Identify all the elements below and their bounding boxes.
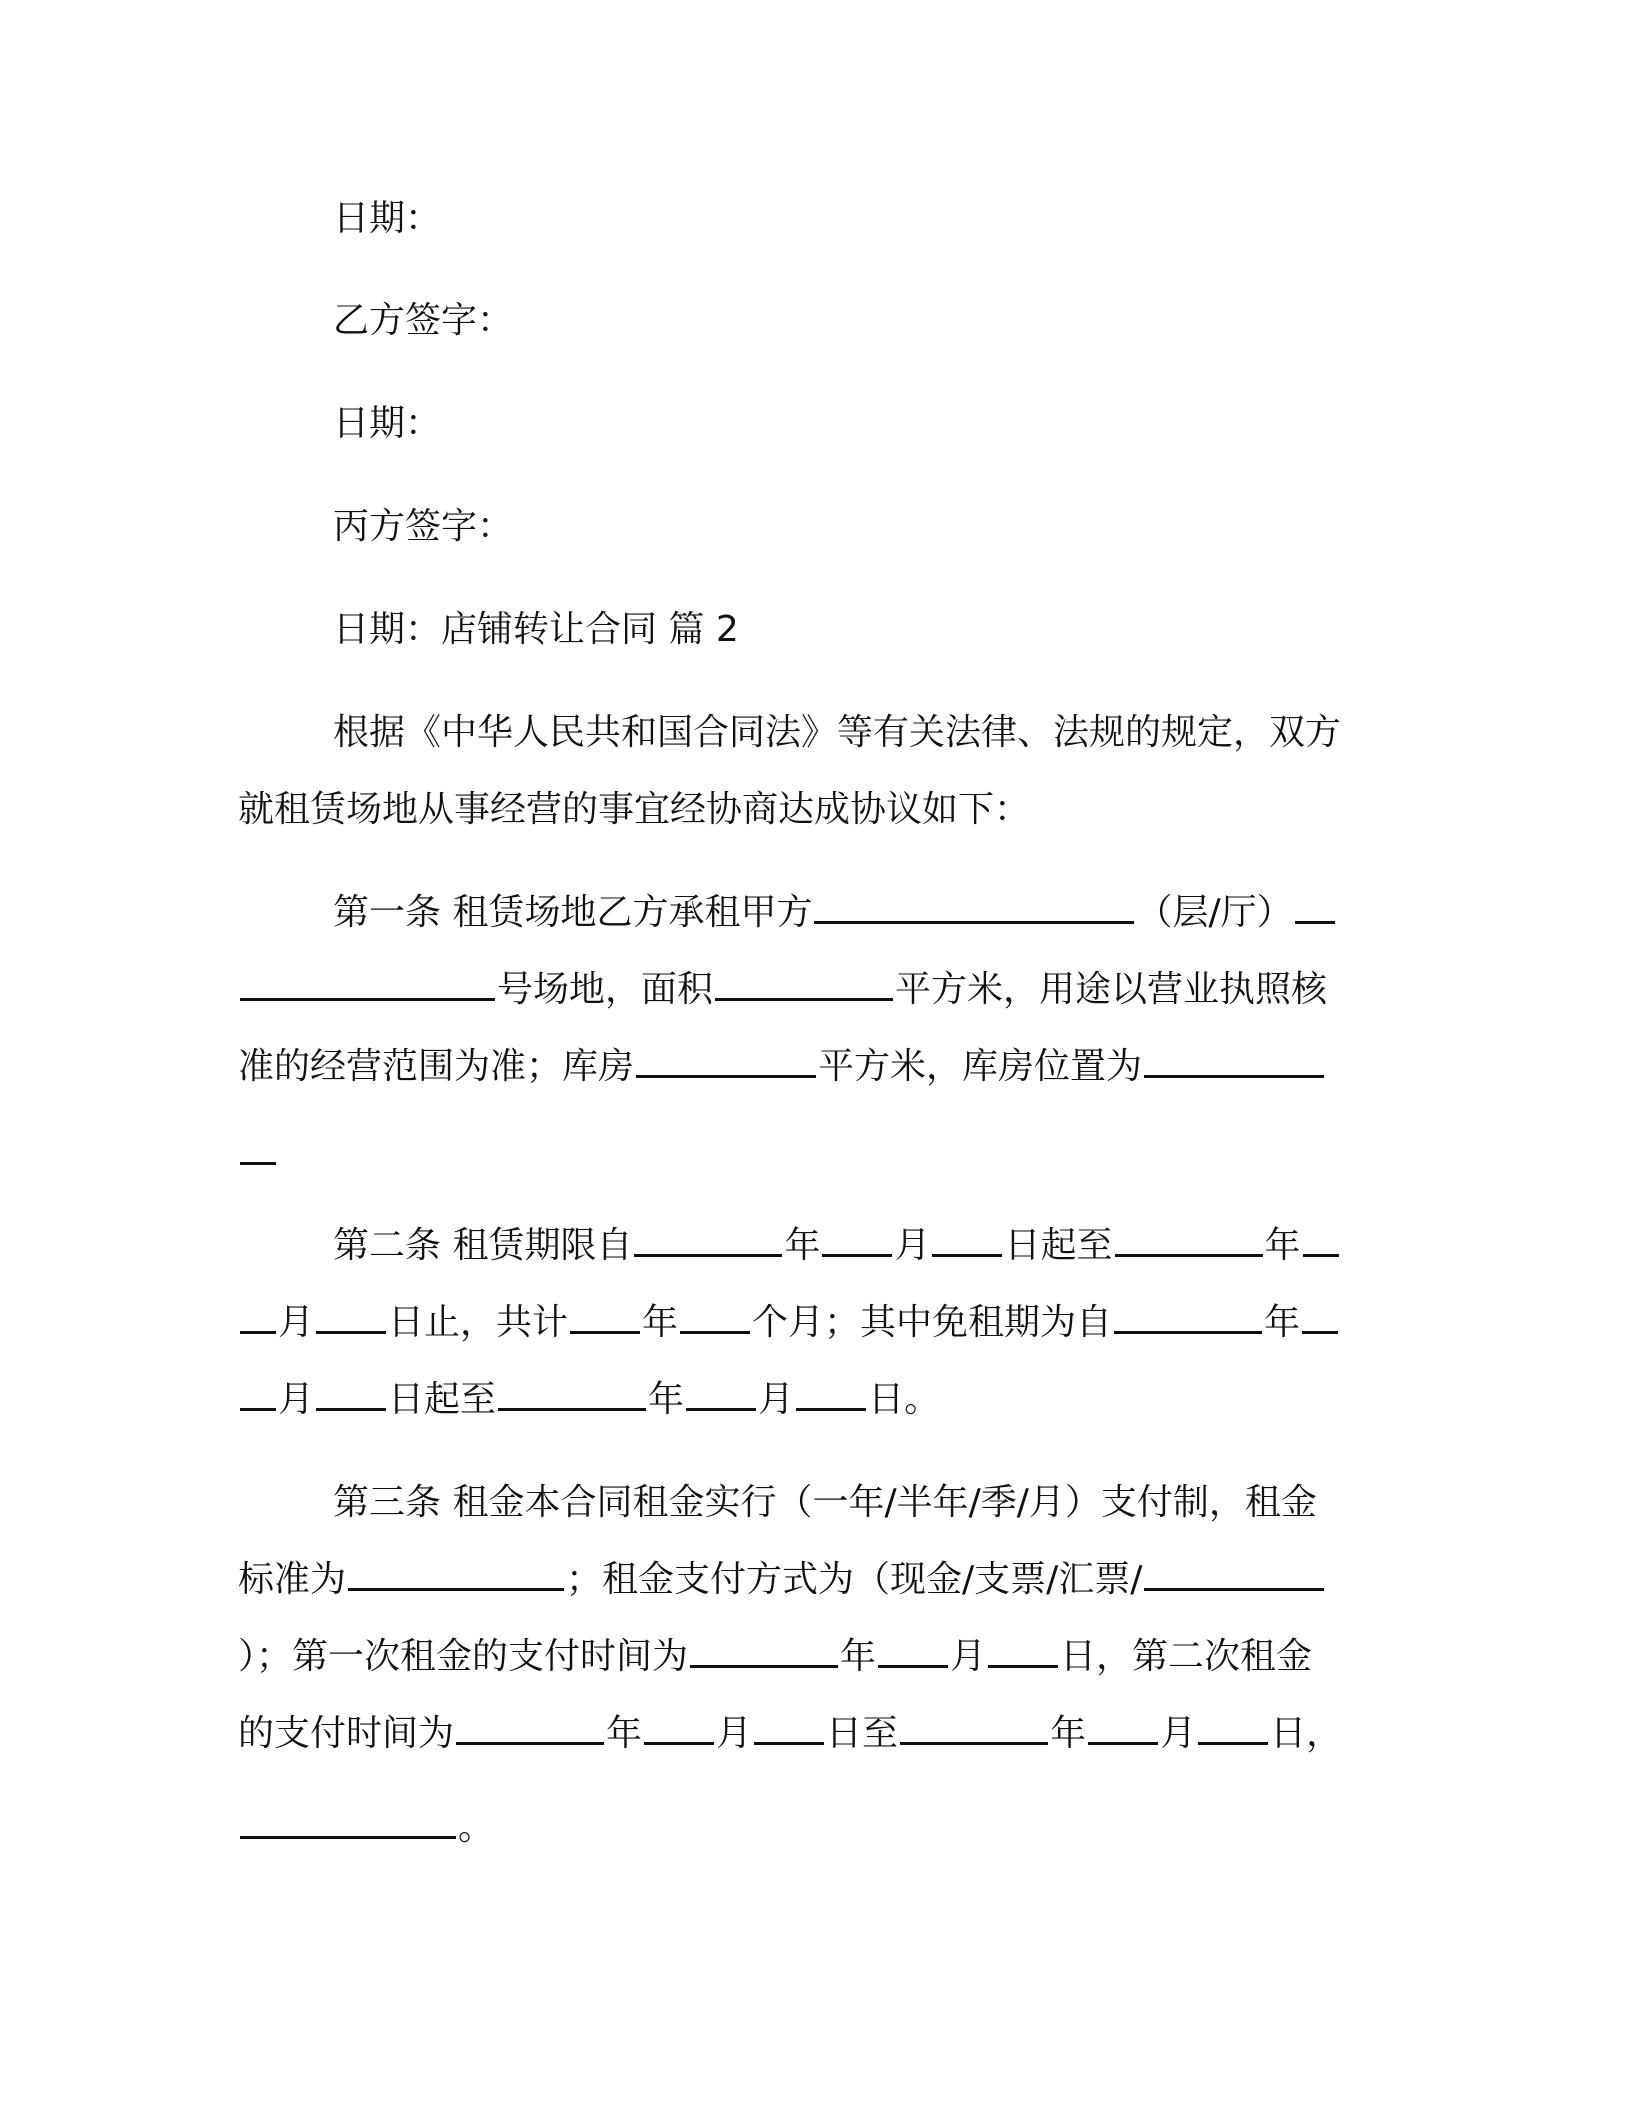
blank-field[interactable] (240, 1378, 276, 1411)
article1-line-1 (333, 891, 1337, 935)
blank-field[interactable] (1302, 1301, 1338, 1334)
blank-field[interactable] (878, 1635, 948, 1668)
article3-text: ）；第一次租金的支付时间为 (238, 1636, 689, 1677)
article2-line-1 (333, 1224, 1341, 1268)
blank-field[interactable] (690, 1635, 838, 1668)
article1-text: 号场地，面积 (497, 969, 714, 1010)
blank-field[interactable] (316, 1301, 386, 1334)
article2-text: 月 (278, 1302, 315, 1343)
blank-field[interactable] (796, 1378, 866, 1411)
article3-text: 日， (1270, 1713, 1343, 1754)
blank-field[interactable] (1115, 1224, 1263, 1257)
article2-text: 第二条 租赁期限自 (333, 1225, 633, 1266)
article3-text: 日，第二次租金 (1060, 1636, 1313, 1677)
date-label-2: 日期： (333, 403, 442, 444)
article3-text: 年 (840, 1636, 877, 1677)
blank-field[interactable] (240, 1806, 456, 1839)
article1-line-4 (238, 1132, 278, 1176)
article3-text: 月 (950, 1636, 987, 1677)
blank-field[interactable] (1088, 1712, 1158, 1745)
article1-text: 平方米，库房位置为 (818, 1046, 1143, 1087)
article2-text: 月 (894, 1225, 931, 1266)
blank-field[interactable] (822, 1224, 892, 1257)
article2-text: 日起至 (388, 1379, 497, 1420)
article2-text: 月 (758, 1379, 795, 1420)
article1-text: 第一条 租赁场地乙方承租甲方 (333, 892, 813, 933)
article2-text: 年 (1264, 1302, 1301, 1343)
article3-text: 年 (606, 1713, 643, 1754)
article3-text: 月 (1160, 1713, 1197, 1754)
article3-text: 标准为 (238, 1559, 347, 1600)
blank-field[interactable] (1114, 1301, 1262, 1334)
blank-field[interactable] (316, 1378, 386, 1411)
article2-text: 日起至 (1004, 1225, 1113, 1266)
blank-field[interactable] (1144, 1045, 1324, 1078)
blank-field[interactable] (498, 1378, 646, 1411)
intro-line-1: 根据《中华人民共和国合同法》等有关法律、法规的规定，双方 (333, 712, 1342, 753)
blank-field[interactable] (1295, 891, 1335, 924)
article3-text: 的支付时间为 (238, 1713, 455, 1754)
article2-text: 个月；其中免租期为自 (752, 1302, 1113, 1343)
blank-field[interactable] (348, 1558, 564, 1591)
blank-field[interactable] (240, 1301, 276, 1334)
article2-line-3 (238, 1378, 940, 1422)
blank-field[interactable] (456, 1712, 604, 1745)
article1-text: 平方米，用途以营业执照核 (895, 969, 1328, 1010)
article3-text: 日至 (826, 1713, 899, 1754)
article3-text: ；租金支付方式为（现金/支票/汇票/ (566, 1559, 1143, 1600)
article3-line-3 (238, 1635, 1312, 1679)
blank-field[interactable] (1144, 1558, 1324, 1591)
article1-text: （层/厅） (1136, 892, 1293, 933)
article3-line-1: 第三条 租金本合同租金实行（一年/半年/季/月）支付制，租金 (333, 1482, 1317, 1523)
article2-text: 年 (1264, 1225, 1301, 1266)
article2-text: 月 (278, 1379, 315, 1420)
article2-text: 日。 (868, 1379, 941, 1420)
blank-field[interactable] (644, 1712, 714, 1745)
blank-field[interactable] (900, 1712, 1048, 1745)
blank-field[interactable] (988, 1635, 1058, 1668)
article3-line-4 (238, 1712, 1342, 1756)
article3-text: 年 (1050, 1713, 1087, 1754)
blank-field[interactable] (686, 1378, 756, 1411)
blank-field[interactable] (634, 1224, 782, 1257)
blank-field[interactable] (932, 1224, 1002, 1257)
blank-field[interactable] (570, 1301, 640, 1334)
article1-line-3 (238, 1045, 1326, 1089)
party-c-signature-label: 丙方签字： (333, 506, 514, 547)
article2-text: 日止，共计 (388, 1302, 569, 1343)
blank-field[interactable] (814, 891, 1134, 924)
article3-text: 。 (458, 1807, 495, 1848)
date-and-section-title: 日期：店铺转让合同 篇 2 (333, 609, 739, 650)
article2-text: 年 (784, 1225, 821, 1266)
blank-field[interactable] (715, 968, 893, 1001)
article1-text: 准的经营范围为准；库房 (238, 1046, 635, 1087)
article1-line-2 (238, 968, 1327, 1012)
blank-field[interactable] (680, 1301, 750, 1334)
article3-line-5 (238, 1806, 494, 1850)
article3-line-2 (238, 1558, 1326, 1602)
blank-field[interactable] (1303, 1224, 1339, 1257)
article3-text: 月 (716, 1713, 753, 1754)
blank-field[interactable] (240, 968, 495, 1001)
article2-text: 年 (648, 1379, 685, 1420)
blank-field[interactable] (240, 1132, 276, 1165)
intro-line-2: 就租赁场地从事经营的事宜经协商达成协议如下： (238, 789, 1031, 830)
party-b-signature-label: 乙方签字： (333, 300, 514, 341)
blank-field[interactable] (1198, 1712, 1268, 1745)
article2-text: 年 (642, 1302, 679, 1343)
blank-field[interactable] (754, 1712, 824, 1745)
article2-line-2 (238, 1301, 1340, 1345)
blank-field[interactable] (636, 1045, 816, 1078)
date-label-1: 日期： (333, 198, 442, 239)
